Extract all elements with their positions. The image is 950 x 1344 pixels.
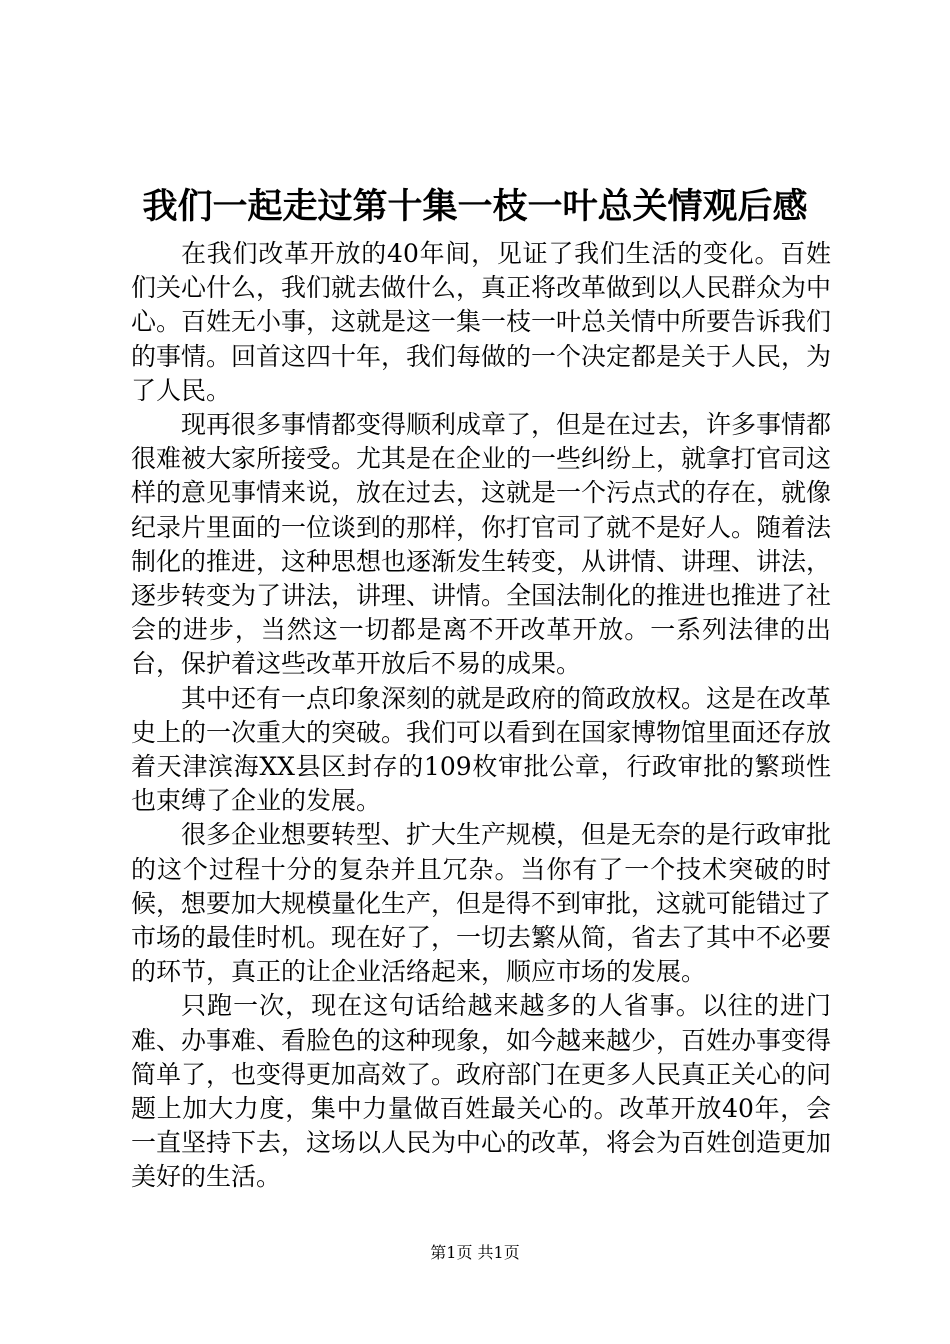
document-body bbox=[131, 237, 831, 1195]
document-title: 我们一起走过第十集一枝一叶总关情观后感 bbox=[142, 186, 808, 227]
paragraph-5: 只跑一次，现在这句话给越来越多的人省事。以往的进门难、办事难、看脸色的这种现象，如今越来越少，百姓办事变得简单了，也变得更加高效了。政府部门在更多人民真正关心的问题上加大力度，集中力量做百姓最关心的。改革开放40年，会一直坚持下去，这场以人民为中心的改革，将会为百姓创造更加美好的生活。 bbox=[131, 991, 832, 1192]
paragraph-2: 现再很多事情都变得顺利成章了，但是在过去，许多事情都很难被大家所接受。尤其是在企业的一些纠纷上，就拿打官司这样的意见事情来说，放在过去，这就是一个污点式的存在，就像纪录片里面的一位谈到的那样，你打官司了就不是好人。随着法制化的推进，这种思想也逐渐发生转变，从讲情、讲理、讲法，逐步转变为了讲法，讲理、讲情。全国法制化的推进也推进了社会的进步，当然这一切都是离不开改革开放。一系列法律的出台，保护着这些改革开放后不易的成果。 bbox=[131, 410, 832, 679]
paragraph-4: 很多企业想要转型、扩大生产规模，但是无奈的是行政审批的这个过程十分的复杂并且冗杂。当你有了一个技术突破的时候，想要加大规模量化生产，但是得不到审批，这就可能错过了市场的最佳时机。现在好了，一切去繁从简，省去了其中不必要的环节，真正的让企业活络起来，顺应市场的发展。 bbox=[131, 820, 832, 987]
paragraph-3: 其中还有一点印象深刻的就是政府的简政放权。这是在改革史上的一次重大的突破。我们可以看到在国家博物馆里面还存放着天津滨海XX县区封存的109枚审批公章，行政审批的繁琐性也束缚了企业的发展。 bbox=[131, 683, 832, 816]
page-footer: 第1页 共1页 bbox=[430, 1243, 520, 1262]
paragraph-1: 在我们改革开放的40年间，见证了我们生活的变化。百姓们关心什么，我们就去做什么，真正将改革做到以人民群众为中心。百姓无小事，这就是这一集一枝一叶总关情中所要告诉我们的事情。回首这四十年，我们每做的一个决定都是关于人民，为了人民。 bbox=[131, 239, 832, 405]
